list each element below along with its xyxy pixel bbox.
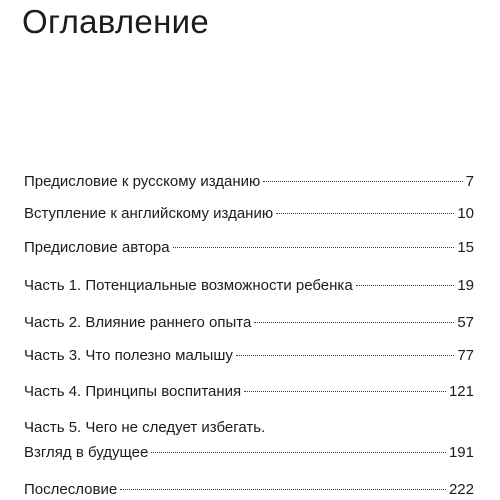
toc-entry-part-3[interactable] [24, 346, 474, 366]
toc-entry-author-preface[interactable] [24, 238, 474, 258]
toc-entry-label: Часть 2. Влияние раннего опыта [24, 314, 252, 331]
toc-entry-label: Вступление к английскому изданию [24, 205, 274, 222]
toc-entry-page: 7 [465, 173, 474, 190]
toc-entry-page: 19 [457, 277, 474, 294]
toc-entry-label: Предисловие автора [24, 239, 170, 256]
toc-entry-page: 121 [448, 383, 474, 400]
toc-entry-label-line1: Часть 5. Чего не следует избегать. [24, 419, 266, 436]
dot-leader [244, 391, 446, 392]
toc-entry-label: Послесловие [24, 481, 118, 498]
toc-entry-page: 57 [457, 314, 474, 331]
dot-leader [356, 285, 455, 286]
toc-entry-page: 15 [457, 239, 474, 256]
toc-entry-page: 10 [457, 205, 474, 222]
toc-entry-label: Предисловие к русскому изданию [24, 173, 261, 190]
dot-leader [254, 322, 454, 323]
toc-entry-preface-russian[interactable] [24, 172, 474, 192]
toc-entry-introduction-english[interactable] [24, 204, 474, 224]
toc-entry-page: 191 [448, 444, 474, 461]
toc-entry-page: 77 [457, 347, 474, 364]
dot-leader [276, 213, 454, 214]
toc-entry-label: Взгляд в будущее [24, 444, 149, 461]
toc-entry-page: 222 [448, 481, 474, 498]
toc-entry-label: Часть 3. Что полезно малышу [24, 347, 233, 364]
dot-leader [173, 247, 455, 248]
toc-entry-part-5[interactable] [24, 418, 474, 463]
dot-leader [151, 452, 446, 453]
toc-entry-part-1[interactable] [24, 276, 474, 296]
dot-leader [120, 489, 446, 490]
dot-leader [263, 181, 462, 182]
toc-entry-label: Часть 1. Потенциальные возможности ребенка [24, 277, 353, 294]
toc-entry-part-4[interactable] [24, 382, 474, 402]
page-title: Оглавление [22, 3, 209, 40]
toc-entry-label: Часть 4. Принципы воспитания [24, 383, 242, 400]
dot-leader [236, 355, 454, 356]
toc-entry-part-2[interactable] [24, 313, 474, 333]
toc-entry-afterword[interactable] [24, 480, 474, 500]
